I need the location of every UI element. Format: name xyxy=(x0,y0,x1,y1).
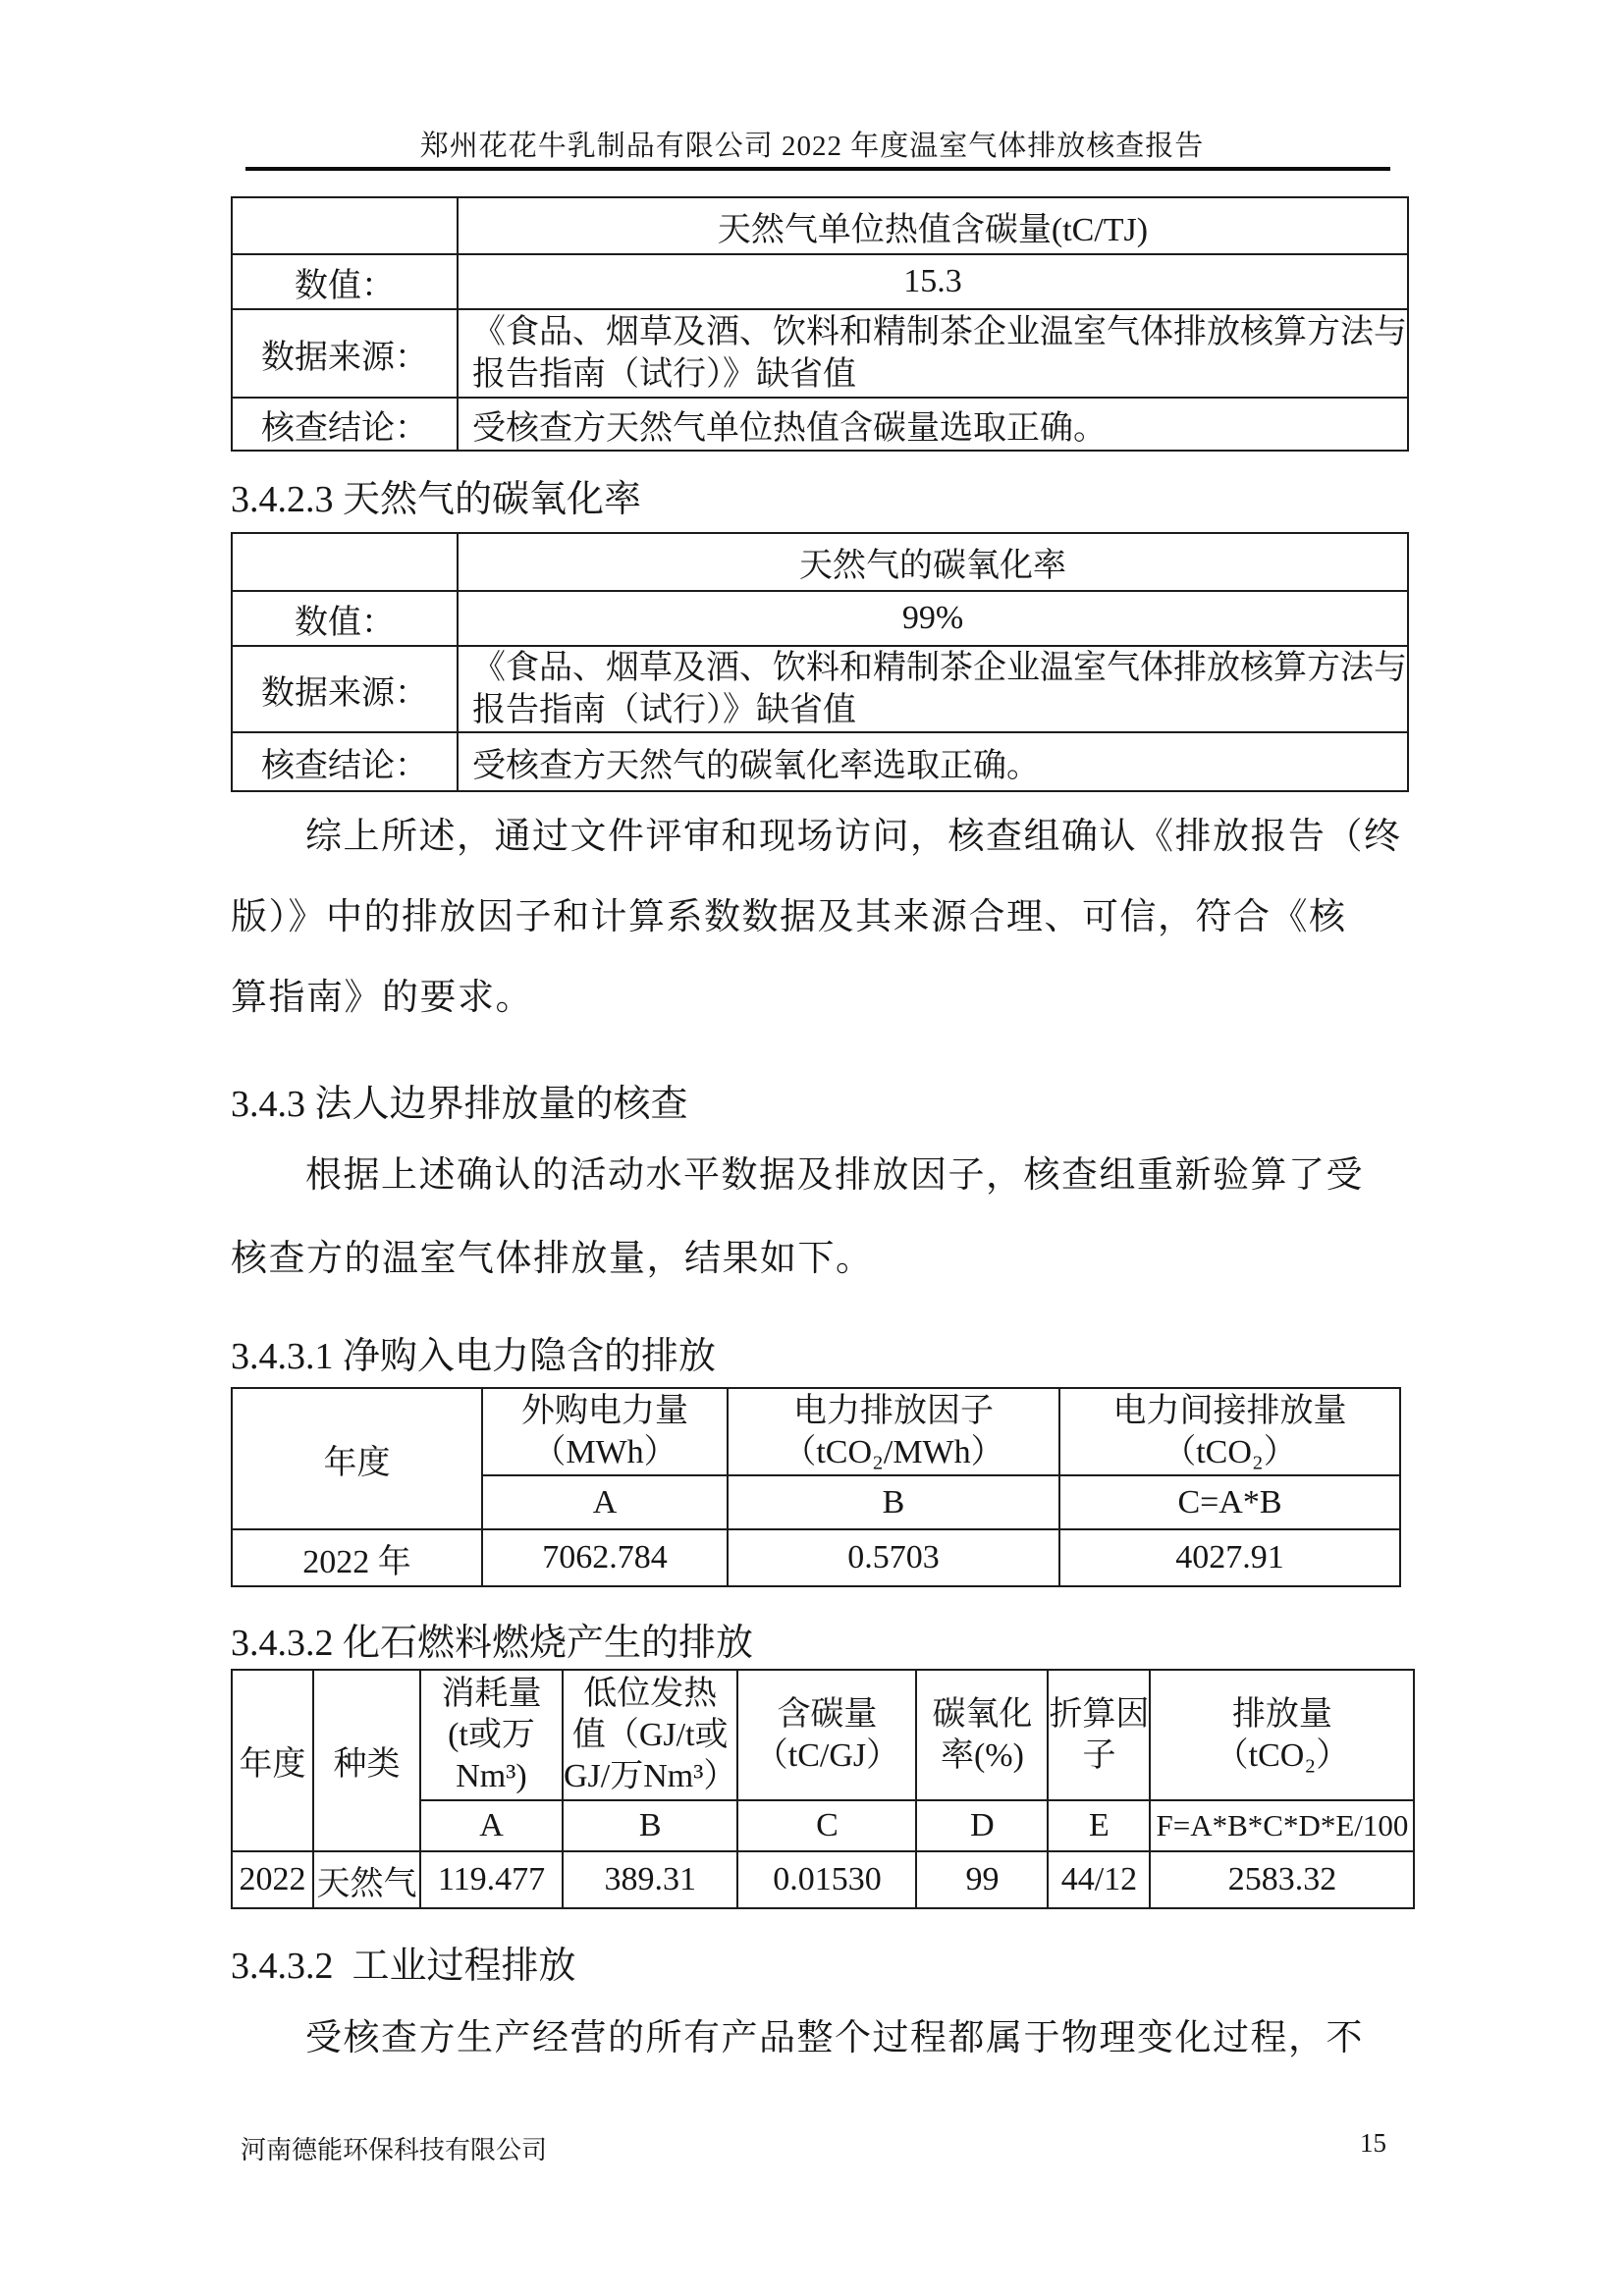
process-paragraph xyxy=(231,1999,1419,2079)
code-cell: E xyxy=(1048,1800,1150,1851)
row-label-value: 数值： xyxy=(232,254,458,309)
data-cell: 119.477 xyxy=(420,1851,563,1908)
row-label-conclusion: 核查结论： xyxy=(232,732,458,791)
paragraph-line: 版）》中的排放因子和计算系数数据及其来源合理、可信，符合《核 xyxy=(231,897,1347,937)
data-cell: 7062.784 xyxy=(482,1529,728,1586)
paragraph-line: 根据上述确认的活动水平数据及排放因子，核查组重新验算了受 xyxy=(305,1155,1364,1196)
blank-cell xyxy=(232,197,458,254)
code-cell: B xyxy=(728,1475,1059,1529)
code-cell: A xyxy=(420,1800,563,1851)
col-header-carbon-content: 含碳量 （tC/GJ） xyxy=(737,1670,916,1800)
conclusion-cell: 受核查方天然气的碳氧化率选取正确。 xyxy=(458,732,1408,791)
year-cell: 2022 年 xyxy=(232,1529,482,1586)
type-header-cell: 种类 xyxy=(313,1670,420,1851)
fuel-type-cell: 天然气 xyxy=(313,1851,420,1908)
data-cell: 99 xyxy=(916,1851,1048,1908)
oxidation-rate-table xyxy=(231,532,1409,792)
row-label-source: 数据来源： xyxy=(232,309,458,398)
source-line: 《食品、烟草及酒、饮料和精制茶企业温室气体排放核算方法与 xyxy=(472,650,1407,686)
conclusion-paragraph xyxy=(231,797,1419,1039)
paragraph-line: 核查方的温室气体排放量，结果如下。 xyxy=(231,1239,874,1279)
data-cell: 2583.32 xyxy=(1150,1851,1414,1908)
data-cell: 4027.91 xyxy=(1059,1529,1400,1586)
paragraph-line: 综上所述，通过文件评审和现场访问，核查组确认《排放报告（终 xyxy=(305,817,1402,857)
data-cell: 44/12 xyxy=(1048,1851,1150,1908)
code-cell: A xyxy=(482,1475,728,1529)
source-cell xyxy=(458,646,1408,732)
data-cell: 0.01530 xyxy=(737,1851,916,1908)
value-cell: 99% xyxy=(458,591,1408,646)
col-header-indirect-emission: 电力间接排放量 （tCO₂） xyxy=(1059,1388,1400,1475)
conclusion-cell: 受核查方天然气单位热值含碳量选取正确。 xyxy=(458,398,1408,451)
col-header-conversion-factor: 折算因 子 xyxy=(1048,1670,1150,1800)
row-label-value: 数值： xyxy=(232,591,458,646)
section-heading-3-4-3: 3.4.3 法人边界排放量的核查 xyxy=(231,1084,688,1125)
section-heading-3-4-2-3: 3.4.2.3 天然气的碳氧化率 xyxy=(231,479,642,520)
footer-page-number: 15 xyxy=(1360,2128,1386,2158)
recalc-paragraph xyxy=(231,1134,1419,1301)
col-header-purchased-electricity: 外购电力量 （MWh） xyxy=(482,1388,728,1475)
year-cell: 2022 xyxy=(232,1851,313,1908)
oxidation-table-header: 天然气的碳氧化率 xyxy=(458,533,1408,591)
code-cell: C=A*B xyxy=(1059,1475,1400,1529)
code-cell: D xyxy=(916,1800,1048,1851)
year-header-cell: 年度 xyxy=(232,1388,482,1529)
section-heading-3-4-3-2-process: 3.4.3.2 工业过程排放 xyxy=(231,1946,576,1987)
fossil-fuel-table xyxy=(231,1669,1415,1909)
source-cell xyxy=(458,309,1408,398)
electricity-emission-table xyxy=(231,1387,1401,1587)
unit-carbon-table xyxy=(231,196,1409,452)
footer-company-name: 河南德能环保科技有限公司 xyxy=(241,2136,548,2164)
col-header-consumption: 消耗量 (t或万 Nm³) xyxy=(420,1670,563,1800)
page-header-title: 郑州花花牛乳制品有限公司 2022 年度温室气体排放核查报告 xyxy=(419,131,1205,162)
paragraph-line: 受核查方生产经营的所有产品整个过程都属于物理变化过程，不 xyxy=(305,2018,1364,2058)
unit-carbon-table-header: 天然气单位热值含碳量(tC/TJ) xyxy=(458,197,1408,254)
header-rule xyxy=(245,167,1390,171)
section-heading-3-4-3-2-fuel: 3.4.3.2 化石燃料燃烧产生的排放 xyxy=(231,1623,754,1664)
paragraph-line: 算指南》的要求。 xyxy=(231,978,533,1018)
source-line: 报告指南（试行）》缺省值 xyxy=(472,692,856,728)
row-label-source: 数据来源： xyxy=(232,646,458,732)
code-cell: B xyxy=(563,1800,737,1851)
source-line: 报告指南（试行）》缺省值 xyxy=(472,356,856,393)
value-cell: 15.3 xyxy=(458,254,1408,309)
source-line: 《食品、烟草及酒、饮料和精制茶企业温室气体排放核算方法与 xyxy=(472,314,1407,350)
col-header-emission-factor: 电力排放因子 （tCO₂/MWh） xyxy=(728,1388,1059,1475)
col-header-oxidation-rate: 碳氧化 率(%) xyxy=(916,1670,1048,1800)
col-header-emission: 排放量 （tCO₂） xyxy=(1150,1670,1414,1800)
col-header-heating-value: 低位发热 值（GJ/t或 GJ/万Nm³） xyxy=(563,1670,737,1800)
code-cell: C xyxy=(737,1800,916,1851)
blank-cell xyxy=(232,533,458,591)
data-cell: 389.31 xyxy=(563,1851,737,1908)
year-header-cell: 年度 xyxy=(232,1670,313,1851)
code-cell: F=A*B*C*D*E/100 xyxy=(1150,1800,1414,1851)
data-cell: 0.5703 xyxy=(728,1529,1059,1586)
row-label-conclusion: 核查结论： xyxy=(232,398,458,451)
section-heading-3-4-3-1: 3.4.3.1 净购入电力隐含的排放 xyxy=(231,1336,717,1377)
